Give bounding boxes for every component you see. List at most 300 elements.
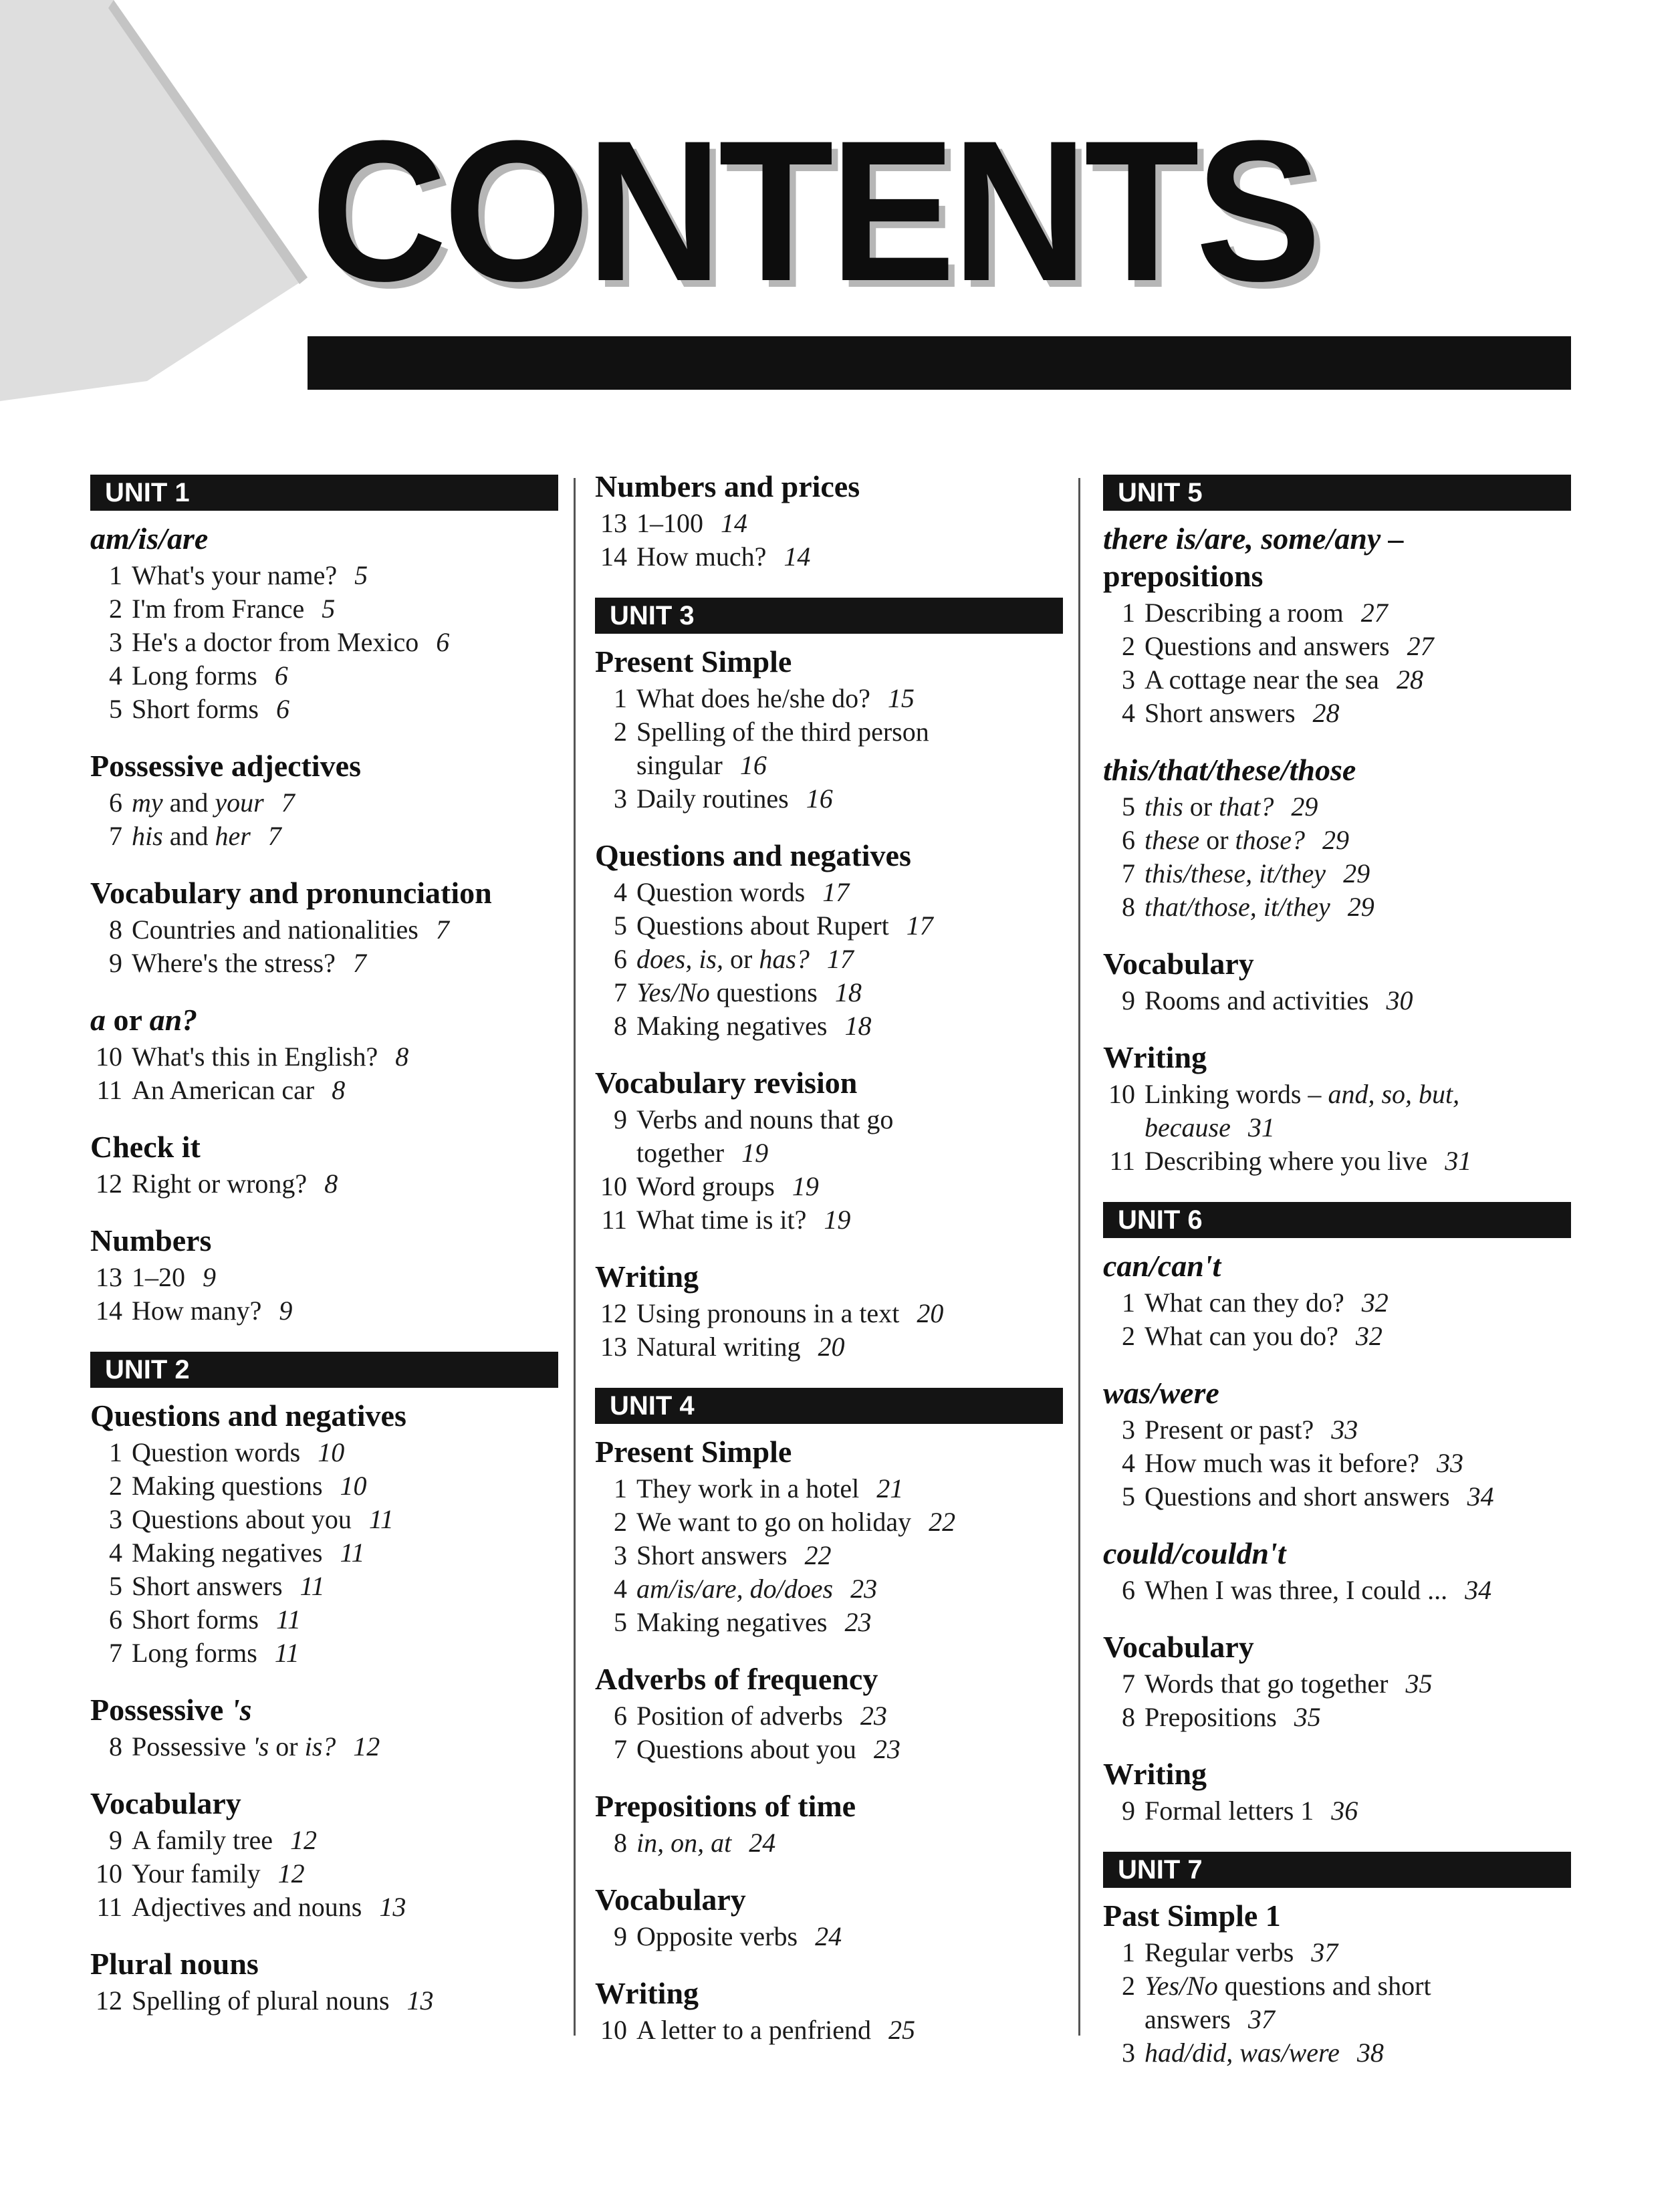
contents-section xyxy=(1103,1247,1571,1353)
exercise-title xyxy=(132,915,418,945)
page-number: 13 xyxy=(379,1892,406,1922)
text-run: Long forms xyxy=(132,660,257,691)
exercise-title xyxy=(1145,1079,1459,1109)
exercise-number: 12 xyxy=(600,1298,627,1328)
page-number: 37 xyxy=(1247,2004,1275,2034)
exercise-entry xyxy=(595,1539,1063,1572)
section-title-text: Past Simple 1 xyxy=(1103,1899,1281,1933)
section-title xyxy=(595,1975,1063,2012)
exercise-entry xyxy=(595,715,1063,782)
exercise-title xyxy=(1145,1575,1447,1605)
exercise-title xyxy=(636,1298,899,1328)
section-title-text: Writing xyxy=(595,1259,699,1294)
exercise-title xyxy=(132,1042,378,1072)
section-title xyxy=(595,1881,1063,1919)
section-title xyxy=(1103,1374,1571,1412)
exercise-entry xyxy=(90,1891,558,1924)
exercise-entry xyxy=(1103,790,1571,824)
text-run: They work in a hotel xyxy=(636,1473,860,1503)
page-number: 19 xyxy=(741,1138,769,1168)
exercise-entry xyxy=(90,1469,558,1503)
page-number: 9 xyxy=(279,1296,293,1326)
section-title-text: am/is/are xyxy=(90,521,209,556)
section-title-text: Present Simple xyxy=(595,1435,792,1469)
text-run: I'm from France xyxy=(132,594,305,624)
exercise-title xyxy=(1145,2038,1340,2068)
exercise-title xyxy=(1145,892,1330,922)
exercise-entry xyxy=(1103,1413,1571,1447)
exercise-entry xyxy=(1103,630,1571,663)
exercise-number: 4 xyxy=(109,660,122,691)
exercise-title xyxy=(636,1205,806,1235)
exercise-entry xyxy=(1103,1480,1571,1513)
section-title-text: this/that/these/those xyxy=(1103,753,1356,787)
exercise-entry xyxy=(1103,1447,1571,1480)
exercise-number: 7 xyxy=(614,1734,627,1764)
exercise-number: 2 xyxy=(1122,631,1135,661)
page-number: 12 xyxy=(353,1731,380,1762)
exercise-entry xyxy=(1103,596,1571,630)
exercise-number: 6 xyxy=(109,1604,122,1634)
section-title xyxy=(1103,520,1571,595)
contents-section xyxy=(90,747,558,853)
text-run: Short answers xyxy=(132,1571,283,1601)
text-run: An American car xyxy=(132,1075,315,1105)
exercise-title xyxy=(636,1607,828,1637)
exercise-title xyxy=(1145,858,1326,888)
text-run: Using pronouns in a text xyxy=(636,1298,900,1328)
exercise-entry xyxy=(595,1103,1063,1170)
exercise-entry xyxy=(1103,1794,1571,1828)
text-run: Words that go together xyxy=(1145,1669,1389,1699)
page-number: 7 xyxy=(435,915,449,945)
text-run: When I was three, I could ... xyxy=(1145,1575,1448,1605)
exercise-entry xyxy=(595,1505,1063,1539)
text-run: Verbs and nouns that go xyxy=(636,1104,894,1134)
text-run: Questions about you xyxy=(636,1734,856,1764)
section-title xyxy=(595,1788,1063,1825)
text-run: Yes/No xyxy=(1145,1971,1218,2001)
section-title xyxy=(1103,1535,1571,1572)
exercise-entry xyxy=(90,1570,558,1603)
contents-section xyxy=(1103,520,1571,730)
text-run: is? xyxy=(304,1731,336,1762)
exercise-title xyxy=(132,1169,307,1199)
exercise-number: 11 xyxy=(96,1075,122,1105)
text-run: Question words xyxy=(636,877,806,907)
text-run: We want to go on holiday xyxy=(636,1507,912,1537)
exercise-entry xyxy=(90,1730,558,1764)
exercise-title xyxy=(132,1437,300,1467)
contents-section xyxy=(90,1397,558,1670)
text-run: Possessive xyxy=(90,1693,231,1727)
exercise-entry xyxy=(90,1261,558,1294)
exercise-entry xyxy=(595,943,1063,976)
exercise-title xyxy=(132,1858,261,1889)
exercise-title xyxy=(636,877,805,907)
page-number: 33 xyxy=(1331,1415,1358,1445)
section-title xyxy=(90,1397,558,1435)
exercise-entry xyxy=(1103,824,1571,857)
exercise-number: 11 xyxy=(1109,1146,1135,1176)
exercise-entry xyxy=(595,1472,1063,1505)
text-run: What time is it? xyxy=(636,1205,807,1235)
contents-section xyxy=(90,1691,558,1764)
section-title-text: Check it xyxy=(90,1130,201,1164)
page-number: 23 xyxy=(873,1734,901,1764)
page-number: 33 xyxy=(1436,1448,1463,1478)
text-run: this/these, it/they xyxy=(1145,858,1326,888)
exercise-number: 2 xyxy=(1122,1971,1135,2001)
page-number: 23 xyxy=(844,1607,872,1637)
contents-section xyxy=(595,1433,1063,1639)
section-title xyxy=(1103,1755,1571,1793)
section-title xyxy=(1103,1628,1571,1666)
exercise-number: 14 xyxy=(600,541,627,572)
exercise-title xyxy=(132,660,257,691)
page-number: 17 xyxy=(826,944,854,974)
exercise-title xyxy=(1145,1481,1450,1511)
exercise-number: 1 xyxy=(614,1473,627,1503)
page-number: 28 xyxy=(1396,664,1423,695)
contents-section xyxy=(595,1788,1063,1860)
section-title-text: can/can't xyxy=(1103,1249,1221,1283)
exercise-number: 2 xyxy=(109,594,122,624)
text-run: her xyxy=(215,821,251,851)
exercise-number: 3 xyxy=(614,783,627,814)
contents-section xyxy=(595,837,1063,1043)
exercise-title xyxy=(132,627,418,657)
section-title xyxy=(595,1433,1063,1471)
text-run: A family tree xyxy=(132,1825,273,1855)
section-title xyxy=(1103,1039,1571,1076)
exercise-number: 5 xyxy=(109,694,122,724)
exercise-title xyxy=(1145,698,1296,728)
exercise-number: 4 xyxy=(614,877,627,907)
page-number: 29 xyxy=(1343,858,1370,888)
text-run: an? xyxy=(149,1003,198,1037)
text-run: or xyxy=(1183,792,1219,822)
page-number: 5 xyxy=(322,594,336,624)
column-divider xyxy=(1078,478,1080,2036)
exercise-number: 5 xyxy=(1122,792,1135,822)
contents-section xyxy=(1103,1039,1571,1178)
contents-section xyxy=(1103,1897,1571,2070)
text-run: and xyxy=(162,821,215,851)
text-run: 's xyxy=(253,1731,269,1762)
exercise-number: 14 xyxy=(96,1296,122,1326)
text-run: 's xyxy=(231,1693,252,1727)
exercise-title xyxy=(132,1892,362,1922)
exercise-number: 7 xyxy=(614,977,627,1007)
page-number: 17 xyxy=(906,910,933,941)
section-title-text: there is/are, some/any – xyxy=(1103,521,1404,556)
unit-heading: UNIT 3 xyxy=(595,598,1063,634)
section-title-text: Vocabulary xyxy=(90,1786,241,1820)
text-run: Position of adverbs xyxy=(636,1701,843,1731)
text-run: Word groups xyxy=(636,1171,775,1201)
text-run: my xyxy=(132,787,163,818)
exercise-title xyxy=(636,1507,911,1537)
exercise-entry xyxy=(1103,1078,1571,1144)
unit-heading: UNIT 7 xyxy=(1103,1852,1571,1888)
text-run: Making questions xyxy=(132,1471,323,1501)
text-run: A letter to a penfriend xyxy=(636,2015,871,2045)
contents-section xyxy=(90,1001,558,1107)
section-title xyxy=(1103,1897,1571,1935)
unit-heading: UNIT 1 xyxy=(90,475,558,511)
page-number: 31 xyxy=(1247,1112,1275,1142)
page-number: 5 xyxy=(354,560,368,590)
section-title xyxy=(90,747,558,785)
page-number: 29 xyxy=(1347,892,1374,922)
exercise-number: 1 xyxy=(1122,1288,1135,1318)
exercise-entry xyxy=(1103,857,1571,890)
page-number: 14 xyxy=(721,508,747,538)
text-run: Short forms xyxy=(132,694,259,724)
exercise-title xyxy=(1145,664,1379,695)
page-number: 38 xyxy=(1356,2038,1384,2068)
text-run: or xyxy=(723,944,759,974)
exercise-number: 13 xyxy=(96,1262,122,1292)
text-run: Making negatives xyxy=(132,1538,323,1568)
exercise-entry xyxy=(595,1330,1063,1364)
text-run: What does he/she do? xyxy=(636,683,870,713)
exercise-number: 9 xyxy=(614,1104,627,1134)
exercise-title xyxy=(1145,825,1305,855)
page-number: 19 xyxy=(824,1205,851,1235)
exercise-title xyxy=(132,948,336,978)
exercise-title xyxy=(132,1471,323,1501)
text-run: Describing where you live xyxy=(1145,1146,1428,1176)
exercise-number: 5 xyxy=(1122,1481,1135,1511)
exercise-title xyxy=(1145,1288,1344,1318)
exercise-title xyxy=(132,1985,390,2016)
exercise-number: 8 xyxy=(109,1731,122,1762)
exercise-title xyxy=(1145,1415,1314,1445)
text-run: those? xyxy=(1235,825,1305,855)
exercise-number: 3 xyxy=(1122,1415,1135,1445)
section-title-text: could/couldn't xyxy=(1103,1536,1286,1570)
exercise-number: 10 xyxy=(96,1042,122,1072)
contents-section xyxy=(1103,751,1571,924)
text-run: his xyxy=(132,821,163,851)
exercise-entry xyxy=(1103,1286,1571,1320)
contents-section xyxy=(90,1128,558,1201)
title-underline-bar xyxy=(308,336,1571,390)
section-title-text: Plural nouns xyxy=(90,1947,259,1981)
exercise-title xyxy=(1145,1448,1419,1478)
exercise-title xyxy=(636,1574,833,1604)
exercise-number: 3 xyxy=(1122,2038,1135,2068)
page-number: 35 xyxy=(1405,1669,1433,1699)
contents-column-2 xyxy=(595,468,1063,2068)
page-header xyxy=(0,0,1680,428)
exercise-title xyxy=(132,1638,257,1668)
exercise-title xyxy=(1145,1702,1277,1732)
exercise-entry xyxy=(90,693,558,726)
contents-section xyxy=(90,1945,558,2018)
page-number: 24 xyxy=(815,1921,842,1951)
exercise-title xyxy=(1145,985,1369,1015)
section-title xyxy=(595,1661,1063,1698)
section-title xyxy=(595,837,1063,874)
page-number: 31 xyxy=(1445,1146,1472,1176)
section-title xyxy=(1103,945,1571,983)
exercise-number: 7 xyxy=(109,1638,122,1668)
exercise-number: 10 xyxy=(600,1171,627,1201)
exercise-entry xyxy=(90,1603,558,1636)
text-run: this xyxy=(1145,792,1183,822)
text-run: had/did, was/were xyxy=(1145,2038,1340,2068)
text-run: a xyxy=(90,1003,106,1037)
exercise-entry xyxy=(90,626,558,659)
exercise-entry xyxy=(90,913,558,947)
exercise-entry xyxy=(1103,1574,1571,1607)
section-title-text: Vocabulary and pronunciation xyxy=(90,876,492,910)
contents-section xyxy=(90,1222,558,1328)
section-title xyxy=(595,643,1063,681)
text-run: these xyxy=(1145,825,1200,855)
exercise-entry xyxy=(1103,890,1571,924)
page-number: 20 xyxy=(917,1298,944,1328)
exercise-entry xyxy=(595,2014,1063,2047)
exercise-entry xyxy=(1103,1701,1571,1734)
exercise-number: 8 xyxy=(1122,892,1135,922)
page-number: 18 xyxy=(844,1011,872,1041)
exercise-entry xyxy=(90,1636,558,1670)
page-number: 22 xyxy=(929,1507,956,1537)
exercise-entry xyxy=(90,1824,558,1857)
exercise-entry xyxy=(595,1203,1063,1237)
text-run: has? xyxy=(759,944,810,974)
section-title xyxy=(595,468,1063,505)
exercise-entry xyxy=(1103,663,1571,697)
exercise-entry xyxy=(90,1857,558,1891)
exercise-number: 4 xyxy=(1122,1448,1135,1478)
exercise-title xyxy=(132,1604,259,1634)
exercise-entry xyxy=(90,559,558,592)
section-title xyxy=(595,1258,1063,1296)
exercise-entry xyxy=(595,976,1063,1009)
exercise-title xyxy=(132,1571,283,1601)
section-title-text: Present Simple xyxy=(595,644,792,679)
page-number: 10 xyxy=(340,1471,367,1501)
page-number: 11 xyxy=(368,1504,394,1534)
text-run: What can they do? xyxy=(1145,1288,1344,1318)
exercise-title xyxy=(132,694,259,724)
text-run: Questions about you xyxy=(132,1504,352,1534)
section-title xyxy=(595,1064,1063,1102)
section-title-text: Questions and negatives xyxy=(90,1399,406,1433)
exercise-number: 2 xyxy=(1122,1321,1135,1351)
contents-section xyxy=(1103,1755,1571,1828)
contents-section xyxy=(595,1661,1063,1766)
exercise-number: 3 xyxy=(109,627,122,657)
exercise-number: 2 xyxy=(614,717,627,747)
exercise-number: 7 xyxy=(1122,1669,1135,1699)
page-number: 19 xyxy=(792,1171,819,1201)
exercise-title xyxy=(636,1734,856,1764)
page-number: 16 xyxy=(739,750,767,780)
contents-section xyxy=(1103,1628,1571,1734)
exercise-entry xyxy=(595,1733,1063,1766)
page-number: 16 xyxy=(806,783,833,814)
text-run: Present or past? xyxy=(1145,1415,1314,1445)
text-run: that? xyxy=(1219,792,1274,822)
page-number: 32 xyxy=(1361,1288,1389,1318)
exercise-number: 13 xyxy=(600,1332,627,1362)
section-title xyxy=(90,874,558,912)
section-title xyxy=(1103,1247,1571,1285)
exercise-number: 1 xyxy=(614,683,627,713)
exercise-title xyxy=(132,1825,273,1855)
text-run: or xyxy=(269,1731,305,1762)
exercise-entry xyxy=(1103,984,1571,1017)
exercise-number: 6 xyxy=(1122,825,1135,855)
page-number: 34 xyxy=(1467,1481,1494,1511)
text-run: He's a doctor from Mexico xyxy=(132,627,419,657)
contents-section xyxy=(595,1258,1063,1364)
exercise-number: 3 xyxy=(614,1540,627,1570)
section-title-text: Vocabulary xyxy=(1103,947,1254,981)
text-run: Natural writing xyxy=(636,1332,801,1362)
exercise-entry xyxy=(595,682,1063,715)
exercise-number: 9 xyxy=(109,1825,122,1855)
page-number: 30 xyxy=(1386,985,1413,1015)
exercise-title xyxy=(636,1921,798,1951)
exercise-entry xyxy=(595,1826,1063,1860)
exercise-entry xyxy=(595,1572,1063,1606)
exercise-entry xyxy=(90,1040,558,1074)
page-number: 6 xyxy=(436,627,450,657)
exercise-title xyxy=(132,1731,336,1762)
exercise-entry xyxy=(90,820,558,853)
exercise-number: 11 xyxy=(601,1205,627,1235)
contents-section xyxy=(1103,1535,1571,1607)
exercise-number: 5 xyxy=(109,1571,122,1601)
decorative-wedge xyxy=(0,0,314,401)
page-number: 6 xyxy=(276,694,289,724)
exercise-number: 10 xyxy=(600,2015,627,2045)
section-title xyxy=(90,1785,558,1822)
text-run: and xyxy=(162,787,215,818)
unit-heading: UNIT 5 xyxy=(1103,475,1571,511)
contents-section xyxy=(595,1881,1063,1953)
section-title xyxy=(90,1945,558,1983)
exercise-entry xyxy=(1103,1969,1571,2036)
exercise-title xyxy=(132,1262,185,1292)
exercise-entry xyxy=(90,592,558,626)
unit-heading: UNIT 6 xyxy=(1103,1202,1571,1238)
exercise-title-continued: together xyxy=(636,1138,725,1168)
exercise-number: 6 xyxy=(1122,1575,1135,1605)
exercise-entry xyxy=(595,1297,1063,1330)
exercise-title xyxy=(636,1473,859,1503)
exercise-title xyxy=(636,977,818,1007)
section-title-text: Vocabulary xyxy=(595,1883,746,1917)
exercise-title xyxy=(636,541,766,572)
contents-column-3 xyxy=(1103,468,1571,2091)
page-number: 7 xyxy=(267,821,281,851)
exercise-entry xyxy=(595,1699,1063,1733)
exercise-title xyxy=(636,1104,893,1134)
page-number: 29 xyxy=(1291,792,1318,822)
exercise-entry xyxy=(595,1920,1063,1953)
exercise-number: 9 xyxy=(1122,1796,1135,1826)
exercise-title xyxy=(1145,792,1274,822)
page-number: 22 xyxy=(804,1540,832,1570)
